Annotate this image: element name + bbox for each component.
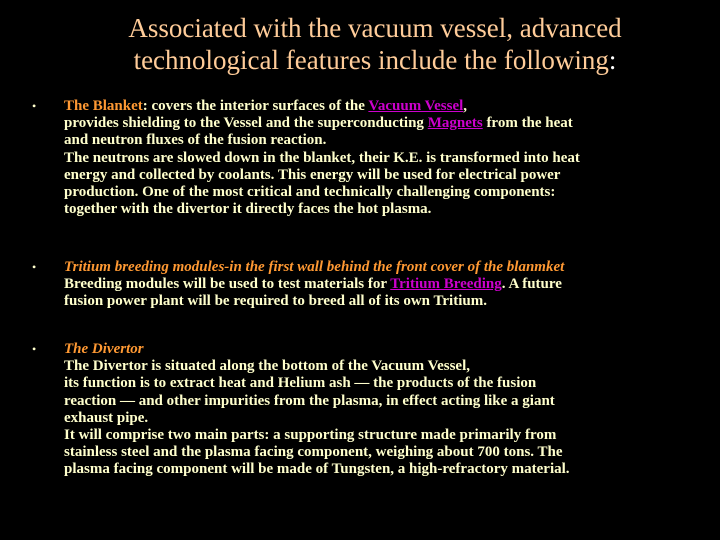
text-line: energy and collected by coolants. This energy will be used for electrical power — [64, 166, 561, 183]
text-line: The neutrons are slowed down in the blanket, their K.E. is transformed into heat — [64, 149, 580, 166]
text-line: fusion power plant will be required to breed all of its own Tritium. — [64, 293, 487, 310]
vacuum-vessel-link[interactable]: Vacuum Vessel — [368, 98, 464, 114]
text-segment: Breeding modules will be used to test materials for — [64, 276, 391, 293]
text-line: It will comprise two main parts: a supporting structure made primarily from — [64, 427, 557, 444]
bullet-text — [64, 98, 694, 218]
text-line — [64, 115, 694, 132]
text-line: together with the divertor it directly faces the hot plasma. — [64, 201, 432, 218]
text-line: exhaust pipe. — [64, 409, 149, 426]
title-colon: : — [608, 45, 617, 75]
text-segment: : covers the interior surfaces of the — [142, 98, 369, 114]
magnets-link[interactable]: Magnets — [427, 115, 483, 132]
text-line: and neutron fluxes of the fusion reaction. — [64, 132, 327, 149]
text-segment: provides shielding to the Vessel and the superconducting — [64, 115, 428, 132]
text-segment: , — [463, 98, 468, 114]
text-line — [64, 98, 694, 115]
bullet-text — [64, 259, 694, 311]
tritium-breeding-link[interactable]: Tritium Breeding — [390, 276, 502, 293]
text-line: reaction — and other impurities from the plasma, in effect acting like a giant — [64, 392, 555, 409]
blanket-heading: The Blanket — [64, 98, 143, 114]
text-line: production. One of the most critical and technically challenging components: — [64, 184, 556, 201]
slide-title — [60, 12, 690, 76]
tritium-heading: Tritium breeding modules-in the first wall behind the front cover of the blanmket — [64, 259, 565, 275]
bullet-icon: • — [32, 260, 37, 274]
bullet-icon: • — [32, 342, 37, 356]
text-line: its function is to extract heat and Helium ash — the products of the fusion — [64, 375, 537, 392]
text-line: plasma facing component will be made of Tungsten, a high-refractory material. — [64, 461, 570, 478]
text-segment: . A future — [501, 276, 562, 293]
title-line-2-text: technological features include the following — [133, 45, 609, 75]
title-line-2 — [60, 44, 690, 76]
text-line: stainless steel and the plasma facing component, weighing about 700 tons. The — [64, 444, 563, 461]
divertor-heading: The Divertor — [64, 341, 144, 357]
title-line-1: Associated with the vacuum vessel, advanced — [128, 13, 622, 43]
text-segment: from the heat — [482, 115, 573, 132]
text-line: The Divertor is situated along the bottom of the Vacuum Vessel, — [64, 358, 470, 375]
bullet-icon: • — [32, 99, 37, 113]
text-line — [64, 276, 694, 293]
bullet-text — [64, 341, 694, 479]
